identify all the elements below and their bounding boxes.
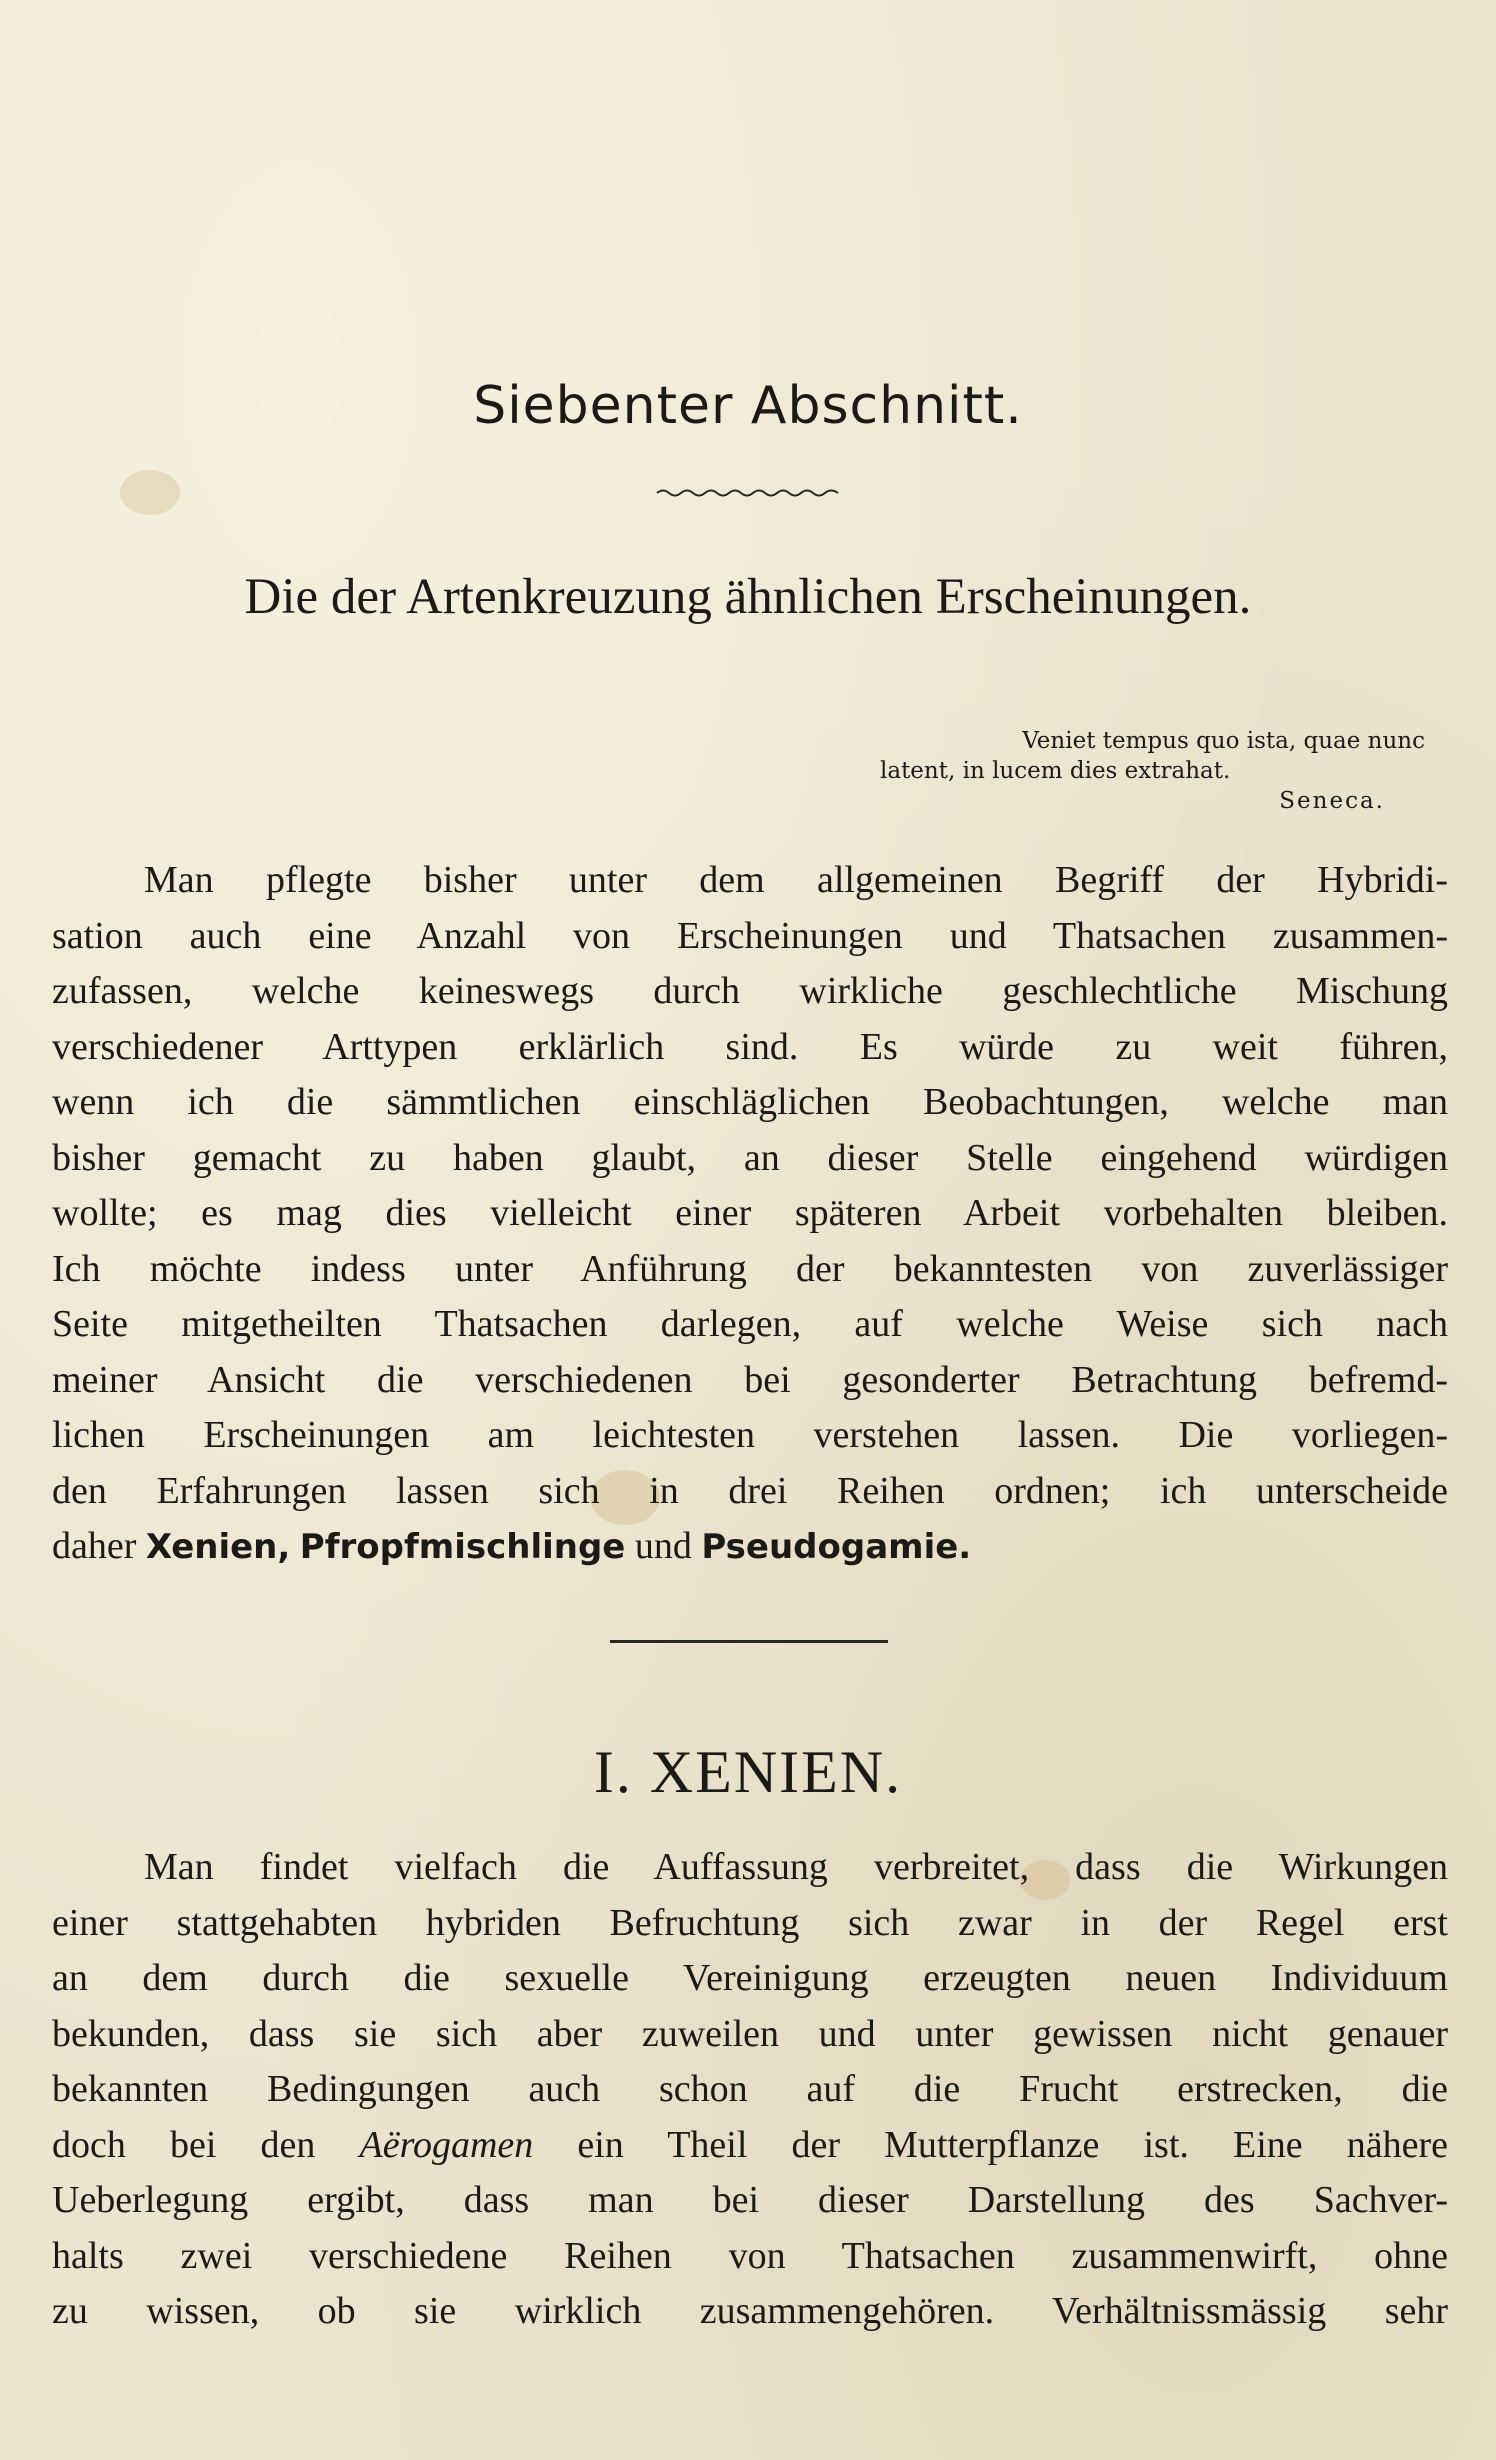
text-line: Man pflegte bisher unter dem allgemeinen Begriff der Hybridi-	[144, 859, 1448, 901]
text-line: Seite mitgetheilten Thatsachen darlegen, auf welche Weise sich nach	[52, 1303, 1448, 1345]
text-fragment: doch bei den	[52, 2123, 316, 2166]
text-line: wenn ich die sämmtlichen einschläglichen Beobachtungen, welche man	[52, 1081, 1448, 1123]
wavy-ornament	[655, 486, 840, 500]
text-line: einer stattgehabten hybriden Befruchtung sich zwar in der Regel erst	[52, 1901, 1448, 1944]
text-line: sation auch eine Anzahl von Erscheinungen und Thatsachen zusammen-	[52, 914, 1448, 957]
section-title: Siebenter Abschnitt.	[473, 376, 1023, 436]
text-line: den Erfahrungen lassen sich in drei Reihen ordnen; ich unterscheide	[52, 1469, 1448, 1512]
text-line	[52, 2118, 1448, 2174]
term-xenien: Xenien,	[145, 1527, 291, 1567]
text-line: Man findet vielfach die Auffassung verbreitet, dass die Wirkungen	[144, 1846, 1448, 1888]
term-pseudogamie: Pseudogamie.	[701, 1527, 972, 1567]
subsection-title: I. XENIEN.	[593, 1739, 903, 1805]
text-line: verschiedener Arttypen erklärlich sind. Es würde zu weit führen,	[52, 1025, 1448, 1068]
term-pfropfmischlinge: Pfropfmischlinge	[299, 1527, 626, 1567]
text-fragment: und	[634, 1525, 692, 1567]
text-line	[52, 1519, 1448, 1576]
text-line: bekunden, dass sie sich aber zuweilen und unter gewissen nicht genauer	[52, 2012, 1448, 2055]
text-line: zufassen, welche keineswegs durch wirkliche geschlechtliche Mischung	[52, 970, 1448, 1012]
divider-rule	[610, 1640, 888, 1643]
epigraph-line: latent, in lucem dies extrahat.	[880, 758, 1231, 784]
italic-term-aerogamen: Aërogamen	[359, 2123, 534, 2166]
epigraph-line: Veniet tempus quo ista, quae nunc	[1022, 728, 1425, 754]
text-line: an dem durch die sexuelle Vereinigung erzeugten neuen Individuum	[52, 1957, 1448, 1999]
epigraph	[880, 726, 1425, 816]
text-line: bisher gemacht zu haben glaubt, an dieser Stelle eingehend würdigen	[52, 1136, 1448, 1179]
chapter-title: Die der Artenkreuzung ähnlichen Erscheinungen.	[244, 569, 1252, 625]
paragraph-intro	[52, 853, 1448, 1576]
text-line: Ich möchte indess unter Anführung der bekanntesten von zuverlässiger	[52, 1247, 1448, 1290]
text-line: halts zwei verschiedene Reihen von Thatsachen zusammenwirft, ohne	[52, 2234, 1448, 2277]
paper-stain	[120, 470, 180, 515]
text-line: wollte; es mag dies vielleicht einer späteren Arbeit vorbehalten bleiben.	[52, 1192, 1448, 1234]
text-fragment: ein Theil der Mutterpflanze ist. Eine nähere	[577, 2123, 1448, 2166]
text-line: lichen Erscheinungen am leichtesten verstehen lassen. Die vorliegen-	[52, 1414, 1448, 1456]
text-line: Ueberlegung ergibt, dass man bei dieser Darstellung des Sachver-	[52, 2179, 1448, 2221]
text-line: bekannten Bedingungen auch schon auf die Frucht erstrecken, die	[52, 2068, 1448, 2110]
text-fragment: daher	[52, 1525, 137, 1567]
epigraph-author: Seneca.	[1279, 788, 1385, 814]
text-line: meiner Ansicht die verschiedenen bei gesonderter Betrachtung befremd-	[52, 1358, 1448, 1401]
paragraph-xenien	[52, 1840, 1448, 2340]
text-line: zu wissen, ob sie wirklich zusammengehören. Verhältnissmässig sehr	[52, 2290, 1448, 2332]
